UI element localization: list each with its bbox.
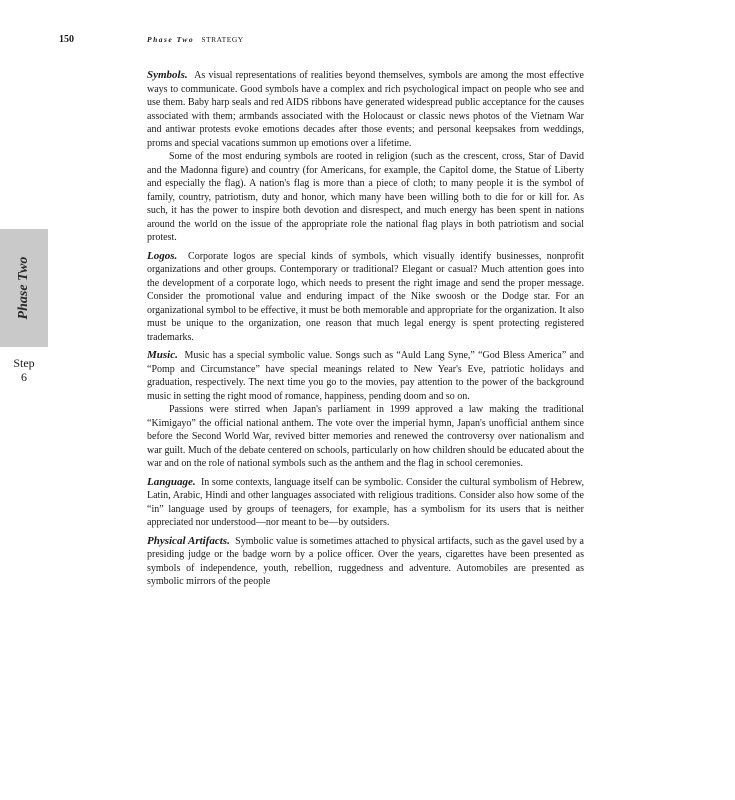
music-text: Music has a special symbolic value. Songs such as “Auld Lang Syne,” “God Bless America” and “Pomp and Circumstance” have special meanings related to New Year's Eve, patriotic holidays and graduation, respectively. The next time you go to the movies, pay attention to the power of the background music in setting the right mood of romance, happiness, pending doom and so on.: [147, 350, 585, 402]
music-heading: Music.: [147, 349, 178, 361]
phase-side-tab: [0, 229, 48, 347]
language-heading: Language.: [147, 475, 196, 488]
running-head: [147, 35, 244, 44]
step-number: 6: [21, 370, 27, 384]
logos-heading: Logos.: [147, 249, 178, 262]
logos-text: Corporate logos are special kinds of symbols, which visually identify businesses, nonprofit organizations and other groups. Contemporary or traditional? Elegant or casual? Much attention goes into the development of a corporate logo, which needs to present the right image and send the proper message. Consider the promotional value and enduring impact of the Nike swoosh or the Dodge star. For an organizational symbol to be effective, it must be both memorable and appropriate for the organization. It also must be unique to the organization, one reason that much legal energy is spent protecting registered trademarks.: [147, 250, 584, 343]
language-text: In some contexts, language itself can be symbolic. Consider the cultural symbolism of Hebrew, Latin, Arabic, Hindi and other languages associated with religious traditions. Consider also how some of the “in” language used by groups of teenagers, for example, has a symbolism for its users that is neither appreciated nor understood—nor meant to be—by outsiders.: [147, 476, 585, 528]
music-paragraph-2: Passions were stirred when Japan's parliament in 1999 approved a law making the traditional “Kimigayo” the official national anthem. The vote over the imperial hymn, Japan's unofficial anthem since before the Second World War, revived bitter memories and renewed the controversy over nationalism and war guilt. Much of the debate centered on schools, particularly on how children should be educated about the war and on the role of national symbols such as the anthem and the flag in school ceremonies.: [147, 404, 584, 469]
symbols-heading: Symbols.: [147, 69, 188, 81]
page-number: 150: [59, 34, 74, 45]
step-word: Step: [13, 356, 35, 370]
artifacts-heading: Physical Artifacts.: [147, 534, 230, 547]
symbols-paragraph: [147, 69, 584, 150]
symbols-text: As visual representations of realities beyond themselves, symbols are among the most effective ways to communicate. Good symbols have a complex and rich psychological impact on people who see and use them. Baby harp seals and red AIDS ribbons have generated widespread public acceptance for the causes associated with them; armbands associated with the Holocaust or classic news photos of the Vietnam War and antiwar protests evoke emotions decades after those events; and personal keepsakes from weddings, proms and special vacations summon up emotions over a lifetime.: [147, 70, 585, 149]
running-head-phase: Phase Two: [147, 35, 195, 44]
running-head-section: STRATEGY: [201, 35, 244, 44]
body-text: [147, 69, 584, 589]
language-paragraph: [147, 476, 584, 530]
step-label: [4, 356, 44, 384]
artifacts-text: Symbolic value is sometimes attached to physical artifacts, such as the gavel used by a presiding judge or the badge worn by a police officer. Over the years, cigarettes have been presented as symbols of independence, youth, rebellion, ruggedness and adventure. Automobiles are presented as symbolic mirrors of the people: [147, 535, 584, 587]
symbols-paragraph-2: Some of the most enduring symbols are rooted in religion (such as the crescent, cross, Star of David and the Madonna figure) and country (for Americans, for example, the Capitol dome, the Statue of Liberty and especially the flag). A nation's flag is more than a piece of cloth; to many people it is the symbol of family, country, patriotism, duty and honor, which many have been willing both to die for or kill for. As such, it has the power to inspire both devotion and disrespect, and much energy has been spent in nations around the world on the issue of the appropriate role the national flag plays in both patriotism and social protest.: [147, 151, 584, 243]
music-paragraph: [147, 349, 584, 403]
artifacts-paragraph: [147, 535, 584, 589]
side-tab-label: Phase Two: [16, 256, 31, 320]
logos-paragraph: [147, 250, 584, 345]
